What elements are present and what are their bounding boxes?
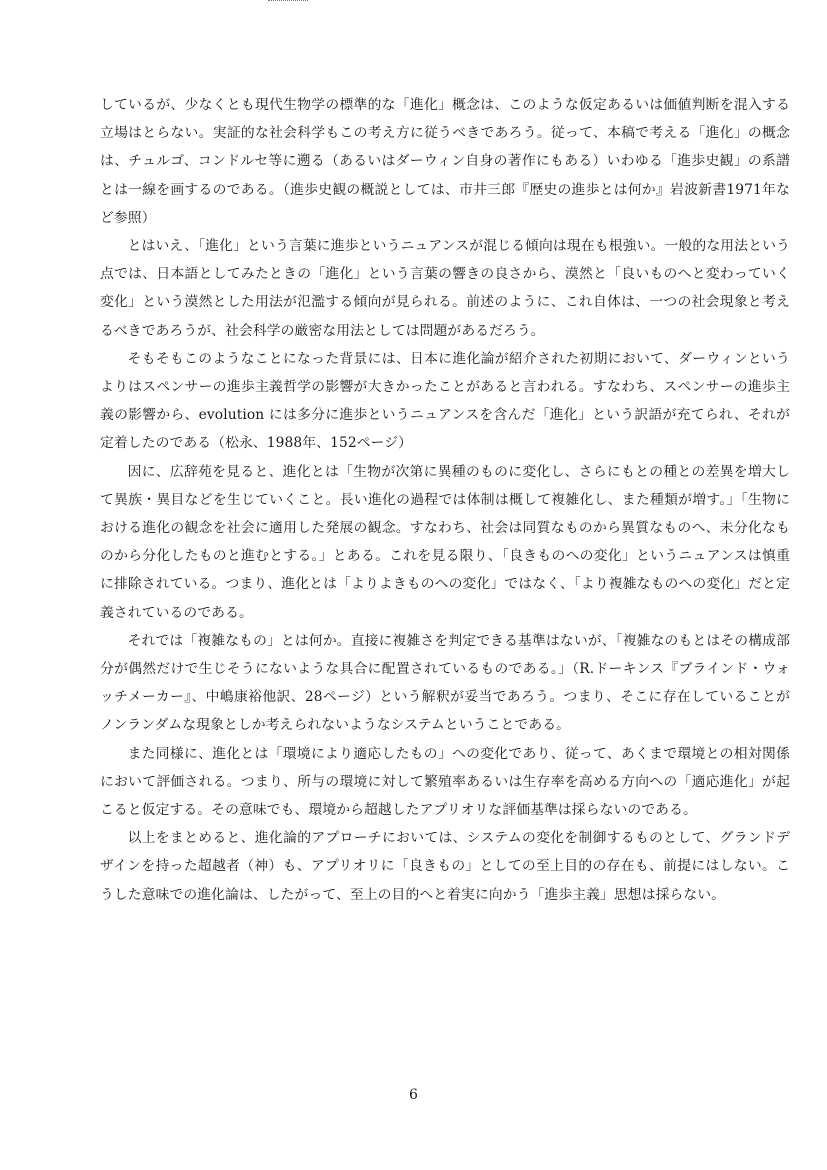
page-number: 6 <box>409 1087 418 1103</box>
paragraph-5: それでは「複雑なもの」とは何か。直接に複雑さを判定できる基準はないが、「複雑なのもとはその構成部分が偶然だけで生じそうにないような具合に配置されているものである。」（R.ドーキンス『ブラインド・ウォッチメーカー』、中嶋康裕他訳、28ページ）という解釈が妥当であろう。つまり、そこに存在していることがノンランダムな現象としか考えられないようなシステムということである。 <box>100 632 790 734</box>
scan-header-mark <box>268 0 308 7</box>
paragraph-2: とはいえ、「進化」という言葉に進歩というニュアンスが混じる傾向は現在も根強い。一般的な用法という点では、日本語としてみたときの「進化」という言葉の響きの良さから、漠然と「良いものへと変わっていく変化」という漠然とした用法が氾濫する傾向が見られる。前述のように、これ自体は、一つの社会現象と考えるべきであろうが、社会科学の厳密な用法としては問題があるだろう。 <box>100 238 790 339</box>
paragraph-7: 以上をまとめると、進化論的アプローチにおいては、システムの変化を制御するものとして、グランドデザインを持った超越者（神）も、アプリオリに「良きもの」としての至上目的の存在も、前提にはしない。こうした意味での進化論は、したがって、至上の目的へと着実に向かう「進歩主義」思想は採らない。 <box>100 830 790 903</box>
paragraph-3: そもそもこのようなことになった背景には、日本に進化論が紹介された初期において、ダーウィンというよりはスペンサーの進歩主義哲学の影響が大きかったことがあると言われる。すなわち、スペンサーの進歩主義の影響から、evolution には多分に進歩というニュアンスを含んだ「進化」という訳語が充てられ、それが定着したのである（松永、1988年、152ページ） <box>100 350 790 452</box>
paragraph-1: しているが、少なくとも現代生物学の標準的な「進化」概念は、このような仮定あるいは価値判断を混入する立場はとらない。実証的な社会科学もこの考え方に従うべきであろう。従って、本稿で考える「進化」の概念は、チュルゴ、コンドルセ等に遡る（あるいはダーウィン自身の著作にもある）いわゆる「進歩史観」の系譜とは一線を画するのである。（進歩史観の概説としては、市井三郎『歴史の進歩とは何か』岩波新書1971年など参照） <box>100 97 790 226</box>
paragraph-4: 因に、広辞苑を見ると、進化とは「生物が次第に異種のものに変化し、さらにもとの種との差異を増大して異族・異目などを生じていくこと。長い進化の過程では体制は概して複雑化し、また種類が増す。」「生物における進化の観念を社会に適用した発展の観念。すなわち、社会は同質なものから異質なものへ、未分化なものから分化したものと進むとする。」とある。これを見る限り、「良きものへの変化」というニュアンスは慎重に排除されている。つまり、進化とは「よりよきものへの変化」ではなく、「より複雑なものへの変化」だと定義されているのである。 <box>100 463 790 621</box>
paragraph-6: また同様に、進化とは「環境により適応したもの」への変化であり、従って、あくまで環境との相対関係において評価される。つまり、所与の環境に対して繁殖率あるいは生存率を高める方向への「適応進化」が起こると仮定する。その意味でも、環境から超越したアプリオリな評価基準は採らないのである。 <box>100 745 790 819</box>
document-body <box>100 91 790 909</box>
